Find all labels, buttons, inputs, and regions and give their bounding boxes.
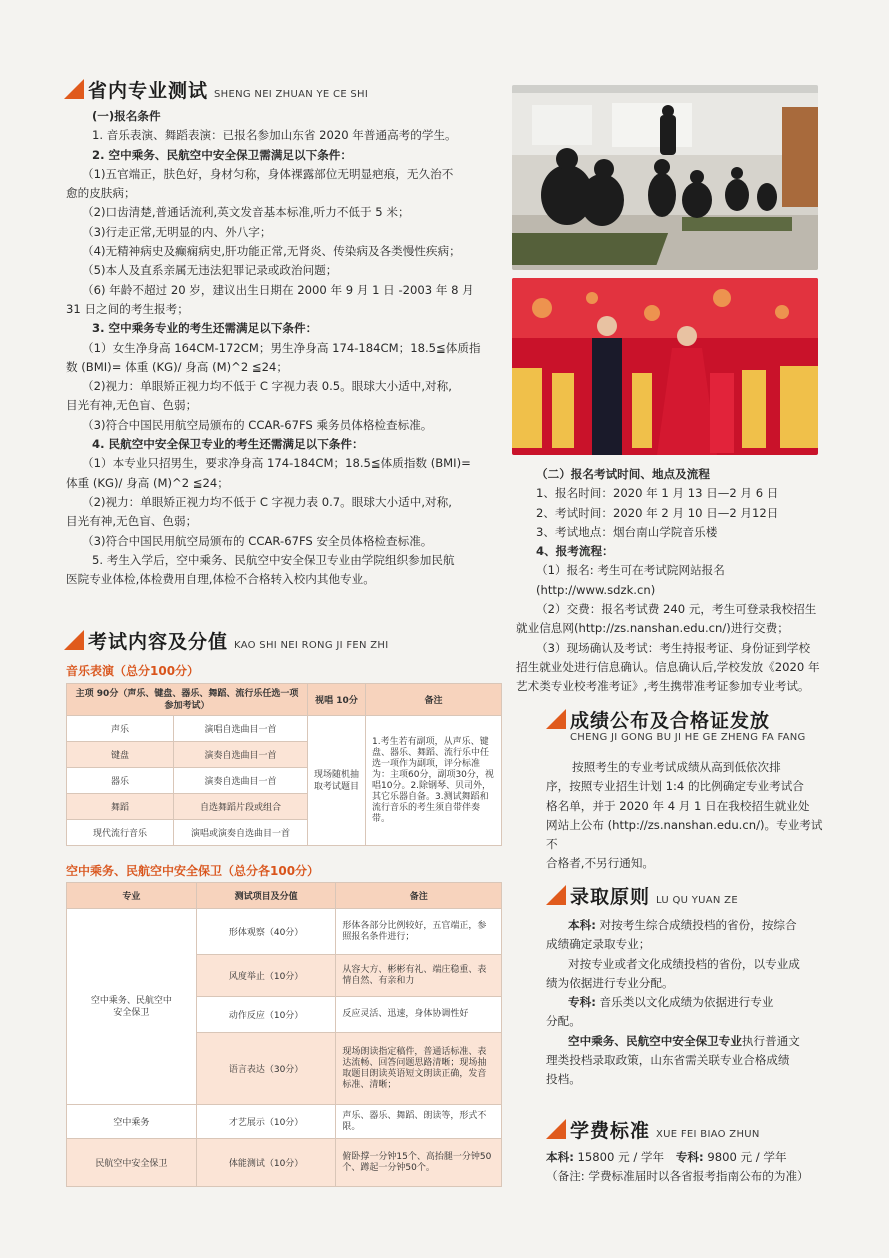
table-header: 备注 [366, 684, 502, 716]
performance-photo [512, 278, 818, 455]
admission-text [546, 916, 830, 1090]
tuition-benke: 15800 元 / 学年 [573, 1150, 665, 1164]
label-benke: 本科: [568, 918, 596, 932]
table-header: 备注 [336, 883, 502, 909]
table-cell: 声乐 [67, 716, 174, 742]
section-title-text: 学费标准 [570, 1120, 651, 1142]
orange-triangle-icon [546, 1119, 566, 1139]
text-line: 理类投档录取政策，山东省需关联专业合格成绩 [546, 1053, 790, 1068]
table-cell: 演唱自选曲目一首 [174, 716, 308, 742]
table-cell: 俯卧撑一分钟15个、高抬腿一分钟50个、蹲起一分钟50个。 [336, 1139, 502, 1187]
text-line: （6) 年龄不超过 20 岁，建议出生日期在 2000 年 9 月 1 日 -2003 年 8 月 [82, 282, 474, 297]
text-line: （1）女生净身高 164CM-172CM；男生净身高 174-184CM；18.5≦体质指 [82, 340, 481, 355]
label-zhuanke: 专科: [568, 995, 596, 1010]
text-line: 对按专业或者文化成绩投档的省份，以专业成 [568, 956, 800, 971]
music-note-cell: 1.考生若有副项，从声乐、键盘、器乐、舞蹈、流行乐中任选一项作为副项，评分标准为：主项60分，副项30分，视唱10分。2.除钢琴、贝司外，其它乐器自备。3.测试舞蹈和流行音乐的考生须自带伴奏带。 [366, 716, 502, 846]
performance-photo-illustration [512, 278, 818, 455]
text-line: 分配。 [546, 1014, 581, 1029]
text-line: 格名单，并于 2020 年 4 月 1 日在我校招生就业处 [546, 798, 810, 813]
text-span: 音乐类以文化成绩为依据进行专业 [595, 995, 774, 1010]
table-row [67, 716, 502, 742]
table-cell: 键盘 [67, 742, 174, 768]
table-cell: 形体各部分比例较好，五官端正，参照报名条件进行； [336, 909, 502, 955]
major-cell: 民航空中安全保卫 [67, 1139, 197, 1187]
section-title-pinyin: SHENG NEI ZHUAN YE CE SHI [214, 89, 369, 100]
aviation-subheading: 空中乘务、民航空中安全保卫（总分各100分） [66, 864, 320, 878]
text-line: 愈的皮肤病； [66, 186, 136, 201]
orange-triangle-icon [546, 709, 566, 729]
section-title-text: 成绩公布及合格证发放 [570, 710, 771, 732]
table-cell: 从容大方、彬彬有礼、端庄稳重、表情自然、有亲和力 [336, 955, 502, 997]
text-line: 3、考试地点：烟台南山学院音乐楼 [536, 524, 718, 539]
orange-triangle-icon [64, 79, 84, 99]
label-benke: 本科: [546, 1150, 574, 1164]
text-line: 就业信息网(http://zs.nanshan.edu.cn/)进行交费； [516, 621, 789, 636]
text-line: 4. 民航空中安全保卫专业的考生还需满足以下条件： [92, 437, 364, 452]
text-line: 体重 (KG)/ 身高 (M)^2 ≦24； [66, 475, 229, 490]
text-line: （2)视力：单眼矫正视力均不低于 C 字视力表 0.5。眼球大小适中,对称, [82, 379, 452, 394]
table-header: 专业 [67, 883, 197, 909]
text-line: （3)符合中国民用航空局颁布的 CCAR-67FS 乘务员体格检查标准。 [82, 417, 433, 432]
tuition-text [546, 1148, 836, 1187]
text-line: 网站上公布 (http://zs.nanshan.edu.cn/)。专业考试不 [546, 817, 823, 852]
text-line: 2. 空中乘务、民航空中安全保卫需满足以下条件： [92, 147, 352, 162]
table-header: 视唱 10分 [308, 684, 366, 716]
text-line: 序，按照专业招生计划 1:4 的比例确定专业考试合 [546, 779, 804, 794]
section-title-pinyin: XUE FEI BIAO ZHUN [656, 1129, 760, 1140]
text-line: 艺术类专业校考准考证》,考生携带准考证参加专业考试。 [516, 679, 810, 694]
table-cell: 才艺展示（10分） [196, 1105, 336, 1139]
text-line: 目光有神,无色盲、色弱； [66, 398, 198, 413]
training-photo-illustration [512, 85, 818, 270]
results-text [546, 758, 828, 874]
text-line: (一)报名条件 [92, 109, 161, 123]
section-title-text: 录取原则 [570, 886, 651, 908]
major-cell: 空中乘务、民航空中安全保卫 [67, 909, 197, 1105]
music-subheading: 音乐表演（总分100分） [66, 664, 200, 678]
label-zhuanke: 专科: [675, 1150, 704, 1164]
text-line: 1、报名时间：2020 年 1 月 13 日—2 月 6 日 [536, 486, 779, 501]
text-span: 对按考生综合成绩投档的省份，按综合 [595, 918, 797, 932]
table-cell: 语言表达（30分） [196, 1033, 336, 1105]
text-span: 执行普通文 [741, 1033, 800, 1048]
table-cell: 声乐、器乐、舞蹈、朗读等，形式不限。 [336, 1105, 502, 1139]
text-line: 绩为依据进行专业分配。 [546, 975, 674, 990]
table-header-row [67, 684, 502, 716]
text-line: （3)符合中国民用航空局颁布的 CCAR-67FS 安全员体格检查标准。 [82, 533, 433, 548]
table-cell: 体能测试（10分） [196, 1139, 336, 1187]
table-row [67, 909, 502, 955]
section-title-tuition [546, 1116, 760, 1143]
text-line: （5)本人及直系亲属无违法犯罪记录或政治问题； [82, 263, 338, 278]
table-cell: 演唱或演奏自选曲目一首 [174, 820, 308, 846]
exam-schedule [516, 465, 828, 697]
table-cell: 动作反应（10分） [196, 997, 336, 1033]
section-title-exam [64, 76, 368, 103]
orange-triangle-icon [64, 630, 84, 650]
table-cell: 现场朗读指定稿件，普通话标准、表达流畅、回答问题思路清晰；现场抽取题目朗读英语短文朗读正确，发音标准、清晰； [336, 1033, 502, 1105]
text-line: 成绩确定录取专业； [546, 937, 651, 952]
label-aviation: 空中乘务、民航空中安全保卫专业 [568, 1033, 742, 1048]
text-line: 合格者,不另行通知。 [546, 856, 655, 871]
text-line: 3. 空中乘务专业的考生还需满足以下条件： [92, 321, 318, 336]
text-line: 31 日之间的考生报考； [66, 301, 189, 316]
text-line: 5. 考生入学后，空中乘务、民航空中安全保卫专业由学院组织参加民航 [92, 552, 455, 567]
table-row [67, 1139, 502, 1187]
text-line: （3)行走正常,无明显的内、外八字； [82, 224, 272, 239]
section-title-text: 考试内容及分值 [88, 631, 229, 653]
text-line: 4、报考流程： [536, 544, 614, 559]
table-cell: 现代流行音乐 [67, 820, 174, 846]
text-line: （1）报名: 考生可在考试院网站报名(http://www.sdzk.cn) [536, 563, 725, 597]
training-photo [512, 85, 818, 270]
text-line: （2)视力：单眼矫正视力均不低于 C 字视力表 0.7。眼球大小适中,对称, [82, 494, 452, 509]
music-score-table [66, 683, 502, 846]
table-cell: 自选舞蹈片段或组合 [174, 794, 308, 820]
text-line: 按照考生的专业考试成绩从高到低依次排 [572, 760, 781, 774]
text-line: 1. 音乐表演、舞蹈表演：已报名参加山东省 2020 年普通高考的学生。 [92, 128, 457, 143]
text-line: （1)五官端正，肤色好，身材匀称，身体裸露部位无明显疤痕，无久治不 [82, 166, 454, 181]
section-title-admission [546, 882, 738, 909]
tuition-zhuanke: 9800 元 / 学年 [703, 1150, 787, 1164]
registration-conditions [66, 107, 506, 589]
text-line: 投档。 [546, 1072, 581, 1087]
section-title-pinyin: LU QU YUAN ZE [656, 895, 738, 906]
text-line: 2、考试时间：2020 年 2 月 10 日—2 月12日 [536, 505, 779, 520]
table-header: 测试项目及分值 [196, 883, 336, 909]
table-row [67, 1105, 502, 1139]
text-line: （2）交费：报名考试费 240 元，考生可登录我校招生 [536, 602, 817, 617]
table-cell: 演奏自选曲目一首 [174, 742, 308, 768]
text-line: （4)无精神病史及癫痫病史,肝功能正常,无肾炎、传染病及各类慢性疾病； [82, 244, 461, 259]
text-line: 目光有神,无色盲、色弱； [66, 514, 198, 529]
tuition-note: （备注: 学费标准届时以各省报考指南公布的为准） [546, 1169, 809, 1184]
orange-triangle-icon [546, 885, 566, 905]
table-cell: 器乐 [67, 768, 174, 794]
text-line: 数 (BMI)= 体重 (KG)/ 身高 (M)^2 ≦24； [66, 359, 288, 374]
section-title-results [546, 706, 770, 733]
section-title-content [64, 627, 389, 654]
table-cell: 演奏自选曲目一首 [174, 768, 308, 794]
aviation-score-table [66, 882, 502, 1187]
text-line: 医院专业体检,体检费用自理,体检不合格转入校内其他专业。 [66, 572, 375, 587]
table-cell: 反应灵活、迅速，身体协调性好 [336, 997, 502, 1033]
table-cell: 舞蹈 [67, 794, 174, 820]
table-header: 主项 90分（声乐、键盘、器乐、舞蹈、流行乐任选一项参加考试） [67, 684, 308, 716]
text-line: （3）现场确认及考试：考生持报考证、身份证到学校 [536, 640, 811, 655]
text-line: （2)口齿清楚,普通话流利,英文发音基本标准,听力不低于 5 米； [82, 205, 410, 220]
table-header-row [67, 883, 502, 909]
section-title-pinyin: CHENG JI GONG BU JI HE GE ZHENG FA FANG [570, 732, 806, 743]
sight-singing-cell: 现场随机抽取考试题目 [308, 716, 366, 846]
table-cell: 形体观察（40分） [196, 909, 336, 955]
text-line: （二）报名考试时间、地点及流程 [536, 467, 710, 481]
section-title-pinyin: KAO SHI NEI RONG JI FEN ZHI [234, 640, 389, 651]
major-cell: 空中乘务 [67, 1105, 197, 1139]
section-title-text: 省内专业测试 [88, 80, 209, 102]
text-line: 招生就业处进行信息确认。信息确认后,学校发放《2020 年 [516, 659, 820, 674]
text-line: （1）本专业只招男生，要求净身高 174-184CM；18.5≦体质指数 (BMI)= [82, 456, 471, 471]
table-cell: 风度举止（10分） [196, 955, 336, 997]
